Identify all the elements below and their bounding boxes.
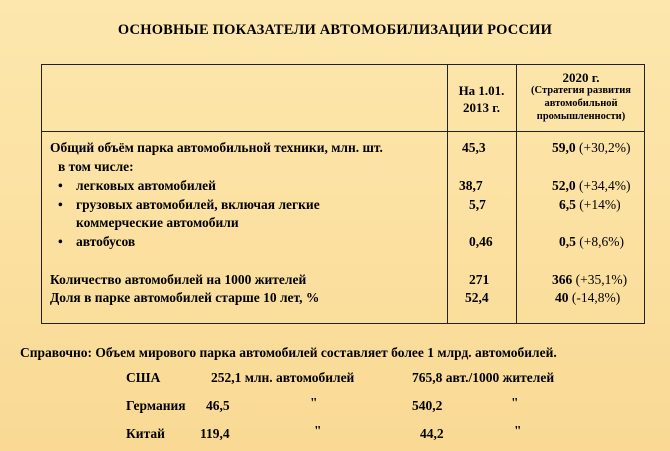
value-2020: 0,5 [559,234,576,249]
country-per-1000: 540,2 [412,398,443,413]
row-value-2020 [552,178,630,194]
row-value-2013: 0,46 [469,234,493,249]
header-2020-line: промышленности) [536,111,626,122]
value-percent: (+14%) [579,197,621,212]
value-percent: (-14,8%) [571,290,621,305]
value-percent: (+34,4%) [579,178,631,193]
country-per-1000: 44,2 [420,426,444,441]
row-value-2013: 5,7 [469,197,486,212]
row-label-trucks: • грузовых автомобилей, включая легкие [58,197,320,213]
ditto-mark: " [514,423,522,438]
header-2020-line: (Стратегия развития [531,85,631,96]
ditto-mark: " [310,395,318,410]
reference-note: Справочно: Объем мирового парка автомобилей составляет более 1 млрд. автомобилей. [20,345,557,360]
row-value-2013: 45,3 [462,140,486,155]
country-fleet: 46,5 [206,398,230,413]
country-name: Германия [126,398,186,413]
country-name: США [126,370,161,385]
row-value-2020 [559,197,621,213]
value-2020: 52,0 [552,178,576,193]
row-label-total: Общий объём парка автомобильной техники, млн. шт. [50,140,383,155]
row-label-older-10: Доля в парке автомобилей старше 10 лет, % [50,290,320,305]
row-label-per-1000: Количество автомобилей на 1000 жителей [50,272,307,287]
row-label-including: в том числе: [58,159,134,174]
value-2020: 59,0 [552,140,576,155]
header-2020-line: 2020 г. [562,70,600,85]
table-header-divider [42,131,644,132]
country-per-1000: 765,8 авт./1000 жителей [412,370,555,385]
country-name: Китай [126,426,165,441]
country-fleet: 119,4 [200,426,230,441]
ditto-mark: " [511,395,519,410]
header-2020 [516,71,646,123]
row-value-2013: 52,4 [465,290,489,305]
row-label-buses: • автобусов [58,234,135,250]
value-2020: 40 [555,290,569,305]
row-value-2020 [555,290,620,306]
value-2020: 366 [552,272,573,287]
header-2013-line: На 1.01. [458,83,505,98]
page-title: ОСНОВНЫЕ ПОКАЗАТЕЛИ АВТОМОБИЛИЗАЦИИ РОССИИ [117,22,553,38]
value-percent: (+35,1%) [575,272,628,287]
row-value-2020 [552,272,627,288]
ditto-mark: " [314,423,322,438]
row-label-trucks-cont: коммерческие автомобили [76,215,239,230]
row-value-2013: 271 [469,272,490,287]
value-percent: (+30,2%) [579,140,631,155]
row-value-2020 [552,140,630,156]
row-label-cars: • легковых автомобилей [58,178,216,194]
country-fleet: 252,1 млн. автомобилей [211,370,355,385]
value-percent: (+8,6%) [579,234,624,249]
row-value-2020 [559,234,624,250]
row-value-2013: 38,7 [459,178,483,193]
header-2013-line: 2013 г. [463,100,500,115]
header-2013 [447,82,516,116]
value-2020: 6,5 [559,197,576,212]
header-2020-line: автомобильной [544,98,618,109]
